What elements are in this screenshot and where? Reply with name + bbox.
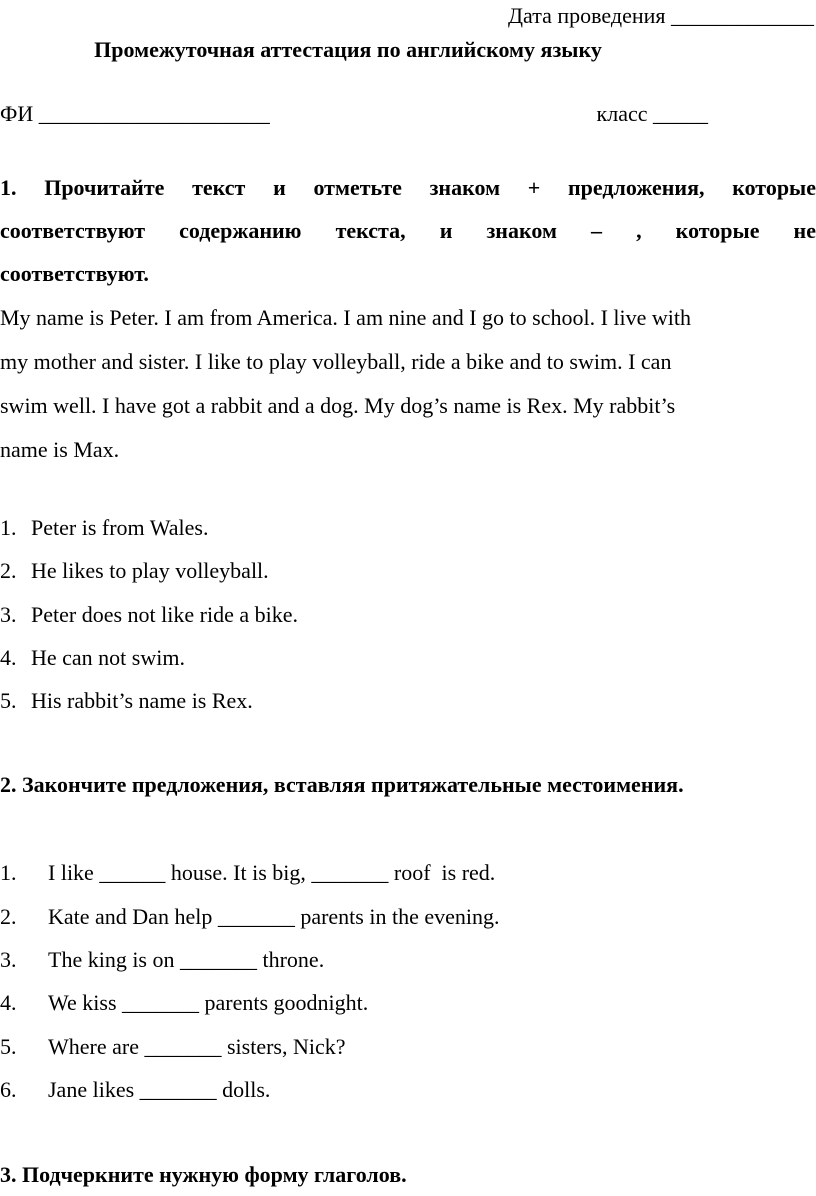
statement-item: [0, 636, 816, 679]
name-field-group: [0, 100, 270, 128]
reading-passage: [0, 296, 816, 472]
item-text: Jane likes _______ dolls.: [48, 1076, 271, 1102]
fill-in-item: [0, 1025, 816, 1068]
item-text: We kiss _______ parents goodnight.: [48, 990, 369, 1016]
item-number: 2.: [0, 903, 17, 929]
task1-statements-list: [0, 506, 816, 722]
item-text: The king is on _______ throne.: [48, 947, 325, 973]
passage-line: swim well. I have got a rabbit and a dog. My dog’s name is Rex. My rabbit’s: [0, 393, 676, 418]
fill-in-item: [0, 981, 816, 1024]
statement-item: [0, 506, 816, 549]
task1-heading: [0, 166, 816, 295]
class-label: класс: [596, 101, 653, 126]
item-number: 3.: [0, 947, 17, 973]
item-text: Where are _______ sisters, Nick?: [48, 1033, 346, 1059]
task3-heading: 3. Подчеркните нужную форму глаголов.: [0, 1162, 407, 1188]
statement-text: He likes to play volleyball.: [31, 558, 269, 584]
item-number: 5.: [0, 1033, 17, 1059]
name-blank-field: _____________________: [38, 101, 270, 126]
task1-heading-line3: соответствуют.: [0, 261, 149, 286]
task2-items-list: [0, 851, 816, 1111]
task1-heading-line1: 1. Прочитайте текст и отметьте знаком + предложения, которые: [0, 175, 816, 200]
item-text: Kate and Dan help _______ parents in the evening.: [48, 903, 500, 929]
name-class-line: [0, 100, 816, 128]
item-number: 1.: [0, 860, 17, 886]
item-text: I like ______ house. It is big, _______ roof is red.: [48, 860, 496, 886]
statement-number: 4.: [0, 644, 17, 670]
page-title: Промежуточная аттестация по английскому языку: [94, 37, 602, 62]
fill-in-item: [0, 895, 816, 938]
task2-heading: 2. Закончите предложения, вставляя притяжательные местоимения.: [0, 772, 684, 798]
name-label: ФИ: [0, 101, 39, 126]
task1-heading-line2: соответствуют содержанию текста, и знаком – , которые не: [0, 218, 816, 243]
item-number: 6.: [0, 1076, 17, 1102]
statement-text: Peter does not like ride a bike.: [31, 601, 298, 627]
statement-item: [0, 593, 816, 636]
date-blank-field: _____________: [671, 3, 814, 28]
fill-in-item: [0, 1068, 816, 1111]
date-line: [0, 2, 816, 30]
date-label: Дата проведения: [508, 3, 671, 28]
class-blank-field: _____: [653, 101, 708, 126]
passage-line: My name is Peter. I am from America. I am nine and I go to school. I live with: [0, 305, 692, 330]
statement-text: Peter is from Wales.: [31, 515, 209, 540]
fill-in-item: [0, 938, 816, 981]
passage-line: name is Max.: [0, 437, 120, 462]
statement-item: [0, 549, 816, 592]
statement-number: 3.: [0, 601, 17, 627]
class-field-group: [597, 100, 708, 128]
statement-item: [0, 679, 816, 722]
statement-number: 5.: [0, 688, 17, 714]
statement-number: 1.: [0, 515, 17, 540]
statement-text: His rabbit’s name is Rex.: [31, 688, 253, 714]
statement-number: 2.: [0, 558, 17, 584]
fill-in-item: [0, 851, 816, 894]
passage-line: my mother and sister. I like to play volleyball, ride a bike and to swim. I can: [0, 349, 672, 374]
item-number: 4.: [0, 990, 17, 1016]
statement-text: He can not swim.: [31, 644, 185, 670]
